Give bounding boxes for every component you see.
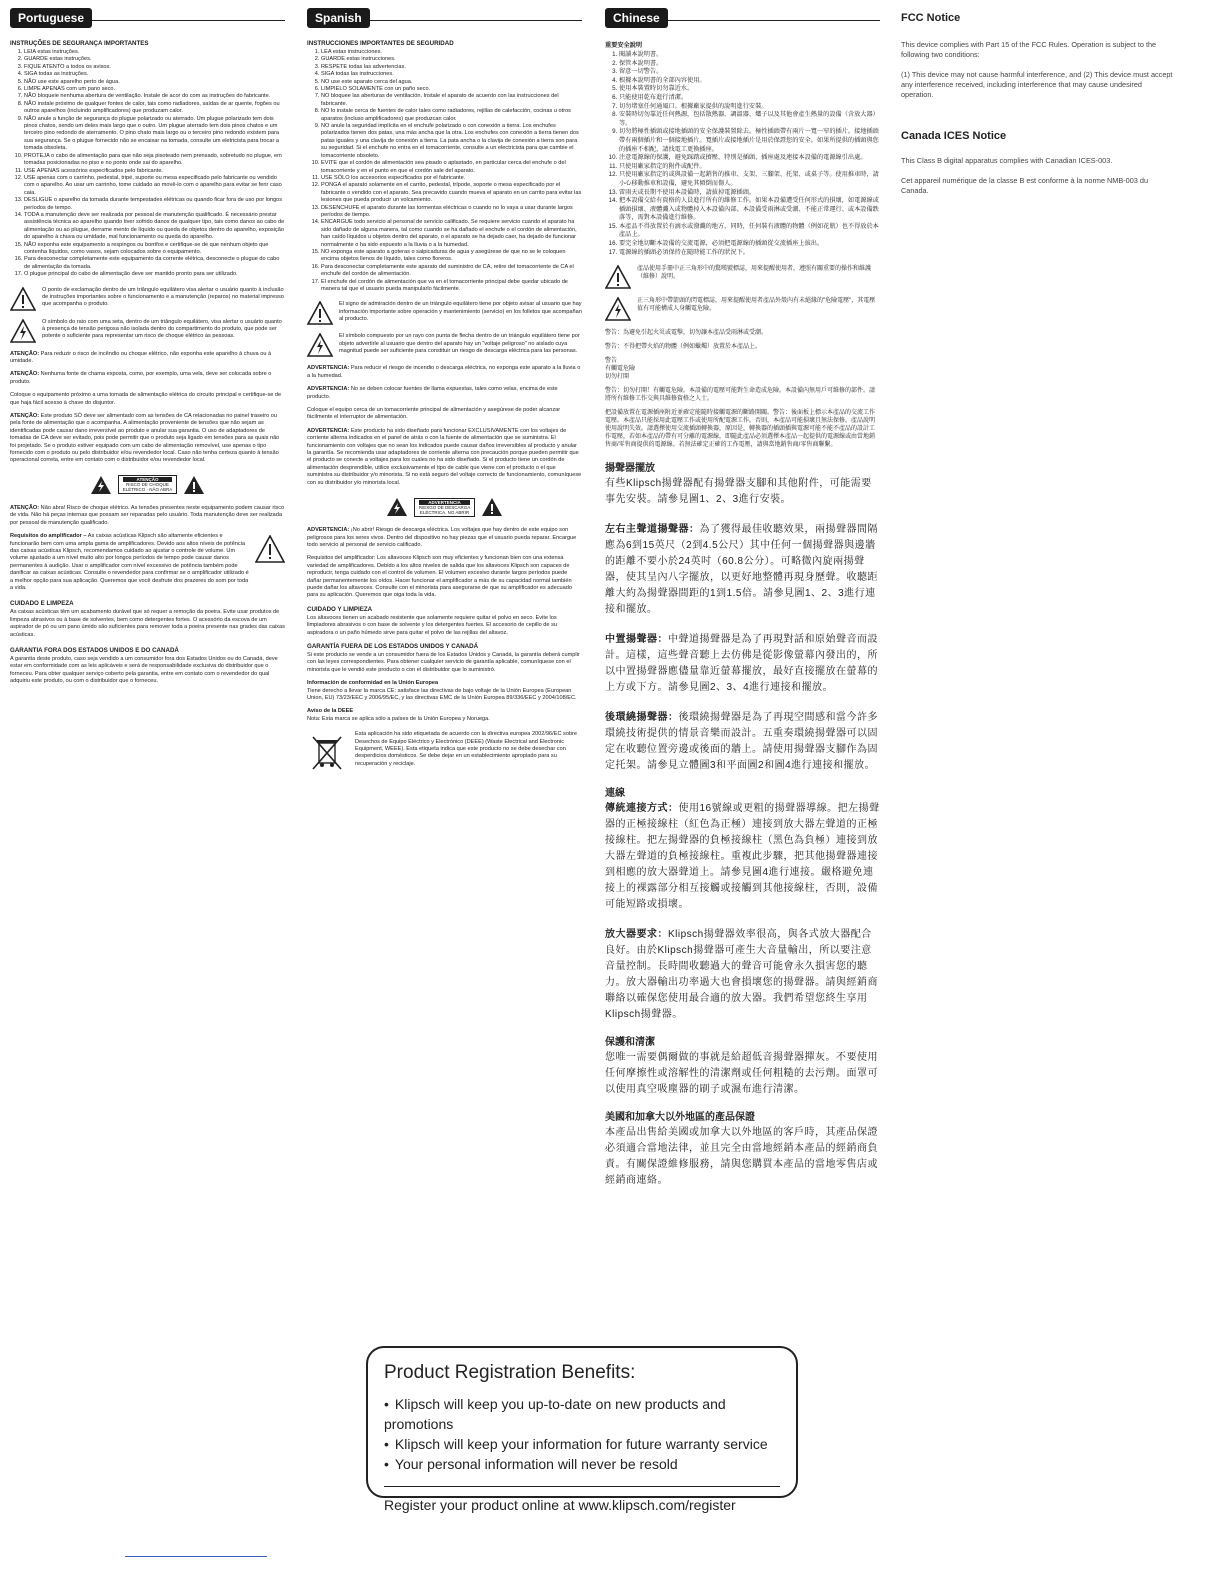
section-title: 美國和加拿大以外地區的產品保證 bbox=[605, 1112, 755, 1124]
lightning-warning bbox=[10, 319, 285, 343]
adv-voltage bbox=[307, 428, 582, 487]
list-item: 10. 注意電源線的保護，避免踩踏或擠壓，特別是插頭、插座處及連接本設備的電源線引出處。 bbox=[619, 154, 880, 163]
fcc-title: FCC Notice bbox=[901, 12, 961, 24]
list-item: 12. 只使用廠家指定的或與設備一起銷售的推車、支架、三腳架、托架、或桌子等。使用推車時，請小心移動推車和設備，避免其傾倒而傷人。 bbox=[619, 171, 880, 188]
fcc-column bbox=[901, 12, 1176, 206]
atencao-rain bbox=[10, 351, 285, 366]
list-item: • Klipsch will keep you up-to-date on new products and promotions bbox=[384, 1394, 780, 1434]
list-item: 8. NÃO instale próximo de qualquer fontes de calor, tais como radiadores, saídas de ar quente, fogões ou outros aparelhos (incluindo amplificadores) que produzam calor. bbox=[24, 101, 285, 116]
safety-list bbox=[307, 49, 582, 293]
portuguese-tab: Portuguese bbox=[10, 8, 92, 28]
list-item: 5. NÃO use este aparelho perto de água. bbox=[24, 79, 285, 86]
list-item: 16. 要完全地切斷本設備的交流電源，必須把電源線的插頭從交流插座上拔出。 bbox=[619, 240, 880, 249]
list-item: 3. 留意一切警告。 bbox=[619, 68, 880, 77]
list-item: 16. Para desconectar completamente este aparato del suministro de CA, retire del tomacorriente de CA el enchufe del cordón de alimentación. bbox=[321, 264, 582, 279]
chinese-tab: Chinese bbox=[605, 8, 668, 28]
portuguese-column bbox=[10, 8, 285, 692]
warning-text: El signo de admiración dentro de un triángulo equilátero tiene por objeto avisar al usuario que hay información importante sobre operación y mantenimiento (servicio) en los folletos que acompañan al producto. bbox=[339, 301, 582, 323]
shock-warning-badge bbox=[375, 495, 515, 519]
section-title: 連線 bbox=[605, 788, 625, 800]
list-item: • Klipsch will keep your information for future warranty service bbox=[384, 1434, 780, 1454]
list-item: 1. LEA estas instrucciones. bbox=[321, 49, 582, 56]
list-item: • Your personal information will never be resold bbox=[384, 1454, 780, 1474]
text: 中聲道揚聲器是為了再現對話和原始聲音而設計。這樣，這些聲音聽上去仿佛是從影像螢幕內發出的，所以中置揚聲器應儘量靠近螢幕擺放，最好直接擺放在螢幕的上方或下方。請參見圖2、3、4進行連接和擺放。 bbox=[605, 634, 878, 694]
badge-head: ATENÇÃO bbox=[123, 477, 173, 482]
label: ADVERTENCIA: bbox=[307, 386, 350, 393]
list-item: 4. SIGA todas las instrucciones. bbox=[321, 71, 582, 78]
badge-label bbox=[414, 498, 476, 517]
safety-title: INSTRUÇÕES DE SEGURANÇA IMPORTANTES bbox=[10, 40, 149, 47]
weee-text: Esta aplicación ha sido etiquetada de acuerdo con la directiva europea 2002/96/EC sobre Desechos de Equipo Eléctrico y Electrónico (DEEE) (Waste Electrical and Electronic Equipment, WEEE). Esta etiqueta indica que este producto no se debe desechar con desperdicios domésticos. Se debe dejar en un establecimiento apropiado para su recuperación y reciclaje. bbox=[355, 731, 578, 767]
warning-text: O símbolo do raio com uma seta, dentro de um triângulo equilátero, visa alertar o usuário quanto à presença de tensão perigosa não isolada dentro do compartimento do produto, que pode ser potente o suficiente para representar um risco de choque elétrico às pessoas. bbox=[42, 318, 282, 340]
label: 傳統連接方式： bbox=[605, 803, 679, 815]
label: ATENÇÃO: bbox=[10, 504, 40, 511]
list-item: 12. USE apenas com o carrinho, pedestal, tripé, suporte ou mesa especificado pelo fabricante ou vendido com o aparelho. Ao usar um carrinho, tome cuidado ao movê-lo com o aparelho para evitar se ferir caso caia. bbox=[24, 175, 285, 197]
warranty-title: GARANTÍA FUERA DE LOS ESTADOS UNIDOS Y CANADÁ bbox=[307, 642, 479, 650]
safety-title: INSTRUCCIONES IMPORTANTES DE SEGURIDAD bbox=[307, 40, 454, 47]
list-item: 6. LIMPE APENAS com um pano seco. bbox=[24, 86, 285, 93]
list-item: 3. RESPETE todas las advertencias. bbox=[321, 64, 582, 71]
text: No se deben colocar fuentes de llama expuestas, tales como velas, encima de este producto. bbox=[307, 386, 558, 400]
deee-text: Nota: Esta marca se aplica sólo a países de la Unión Europea y Noruega. bbox=[307, 715, 490, 722]
warning-rain: 警告：為避免引起火災或電擊，切勿讓本產品受雨淋或受潮。 bbox=[605, 330, 768, 337]
warning-text: O ponto de exclamação dentro de um triângulo equilátero visa alertar o usuário quanto à inclusão de instruções importantes sobre o funcionamento e a manutenção (reparos) no material impresso que acompanha o produto. bbox=[42, 286, 284, 308]
eu-text: Tiene derecho a llevar la marca CE: satisface las directivas de bajo voltaje de la Unión Europea (European Union, EU) 73/23/EEC y 2006/95/EC, y las directivas EMC de la Unión Europea 89/336/EEC y 2004/108/EC. bbox=[307, 687, 577, 701]
care-text: Los altavoces tienen un acabado resistente que solamente requiere quitar el polvo en seco. Evite los limpiadores abrasivos o con base de solvente y los detergentes fuertes. El accesorio de cepillo de su aspiradora o un paño húmedo sirve para quitar el polvo de las rejillas del altavoz. bbox=[307, 614, 557, 636]
registration-box bbox=[366, 1346, 798, 1513]
section-title: 揚聲器擺放 bbox=[605, 463, 655, 475]
list-item: 6. LIMPIELO SOLAMENTE con un paño seco. bbox=[321, 86, 582, 93]
list-item: 17. O plugue principal do cabo de alimentação deve ser mantido pronto para ser utilizado. bbox=[24, 271, 285, 278]
badge-line: ELÉCTRICA. NO ABRIR bbox=[419, 509, 470, 515]
badge-line: RIESGO DE DESCARGA bbox=[418, 504, 471, 510]
text: Não abra! Risco de choque elétrico. As tensões presentes neste equipamento podem causar risco de vida. Não há peças internas que possam ser reparadas pelo usuário. Toda manutenção deve ser realizada por pessoal de manutenção qualificado. bbox=[10, 504, 285, 526]
canada-text-en: This Class B digital apparatus complies with Canadian ICES-003. bbox=[901, 156, 1113, 165]
list-item: 13. DESENCHUFE el aparato durante las tormentas eléctricas o cuando no lo vaya a usar durante largos períodos de tiempo. bbox=[321, 205, 582, 220]
warning-flame: 警告：不得把帶火焰的物體（例如蠟燭）放置於本產品上。 bbox=[605, 344, 762, 351]
badge-head: ADVERTENCIA bbox=[419, 500, 471, 505]
spanish-header bbox=[307, 8, 582, 30]
list-item: 13. 雷雨天或長期不使用本設備時，請拔掉電源插頭。 bbox=[619, 189, 880, 198]
line: 警告 bbox=[605, 358, 618, 365]
list-item: 12. PONGA el aparato solamente en el carrito, pedestal, trípode, soporte o mesa especificado por el fabricante o vendido con el aparato. Sea precavido cuando mueva el aparato en un carrito para evitar las lesiones que pueda producir un volcamiento. bbox=[321, 182, 582, 204]
list-item: 6. 只能使用乾布進行清潔。 bbox=[619, 94, 880, 103]
text: Este produto SÓ deve ser alimentado com as tensões de CA relacionadas no painel traseiro ou pela fonte de alimentação que o acompanha. A alimentação proveniente de tensões que não sejam as identificadas pode causar dano irreversível ao produto e anular sua garantia. O uso de adaptadores de tomadas de CA deve ser evitado, pois pode permitir que o produto seja ligado em tensões para as quais não foi projetado. Se o produto estiver equipado com um cabo de alimentação removível, use apenas o tipo fornecido com o produto ou pelo distribuidor e/ou revendedor local. Caso não tenha certeza quanto à tensão operacional correta, entre em contato com o distribuidor e/ou revendedor local. bbox=[10, 413, 280, 464]
list-item: 14. ENCARGUE todo servicio al personal de servicio calificado. Se requiere servicio cuando el aparato ha sido dañado de alguna manera, tal como cuando se ha dañado el enchufe o el cordón de alimentación, han caído líquidos u objetos dentro del aparato, o el aparato se ha dejado caer, ha dejado de funcionar normalmente o ha sido expuesto a la lluvia o a la humedad. bbox=[321, 219, 582, 249]
warranty-text: Si este producto se vende a un consumidor fuera de los Estados Unidos y Canadá, la garantía deberá cumplir con las leyes correspondientes. Para obtener cualquier servicio de garantía aplicable, comuníquese con el minorista que le vendió este producto o con el distribuidor que lo suministró. bbox=[307, 651, 580, 673]
label: 左右主聲道揚聲器： bbox=[605, 524, 700, 536]
list-item: 17. 電源線的插頭必須保持在隨時能工作的狀況下。 bbox=[619, 249, 880, 258]
registration-benefits bbox=[384, 1394, 780, 1474]
list-item: 1. LEIA estas instruções. bbox=[24, 49, 285, 56]
care-title: CUIDADO E LIMPEZA bbox=[10, 600, 74, 608]
lightning-warning bbox=[307, 333, 582, 357]
text: As caixas acústicas Klipsch são altamente eficientes e funcionarão bem com uma ampla gama de amplificadores. Devido aos altos níveis de potência das caixas acústicas Klipsch, recomendamos cuidado ao ajustar o controle de volume. Um volume ajustado a um nível muito alto por longos períodos de tempo pode causar danos permanentes à audição. Usar o amplificador com nível excessivo de potência também pode danificar as caixas acústicas. Consulte o revendedor para confirmar se o amplificador utilizado é a melhor opção para sua aplicação. Queremos que você desfrute dos prazeres do som por toda a vida. bbox=[10, 533, 249, 591]
adv-flame bbox=[307, 386, 582, 401]
text: Este producto ha sido diseñado para funcionar EXCLUSIVAMENTE con los voltajes de corriente alterna indicados en el panel de atrás o con la fuente de alimentación que se suministra. El funcionamiento con voltajes que no sean los indicados puede causar daños irreversibles al producto y anular la garantía. Se recomienda usar adaptadores de corriente alterna con precaución porque pueden permitir que el producto se conecte a voltajes para los cuales no ha sido diseñado. Si el producto tiene un cordón de alimentación desprendible, utilice exclusivamente el tipo de cable que viene con el producto o el que suministra su distribuidor y/o minorista. Si no está seguro del voltaje correcto de funcionamiento, comuníquese con su distribuidor y/o minorista local. bbox=[307, 427, 582, 486]
exclamation-triangle-icon bbox=[481, 497, 503, 517]
eu-section bbox=[307, 680, 582, 702]
exclamation-warning bbox=[307, 301, 582, 325]
adv-rain bbox=[307, 365, 582, 380]
section-text: 本產品出售給美國或加拿大以外地區的客戶時，其產品保證必須適合當地法律，並且完全由當地經銷本產品的經銷商負責。有關保證維修服務，請與您購買本產品的當地零售店或經銷商連絡。 bbox=[605, 1127, 878, 1187]
text: Para reducir el riesgo de incendio o descarga eléctrica, no exponga este aparato a la lluvia o a la humedad. bbox=[307, 365, 581, 379]
text: 為了獲得最佳收聽效果，兩揚聲器間隔應為6到15英尺（2到4.5公尺）其中任何一個揚聲器與邊牆的距離不要小於24英吋（60.8公分）。可略微內旋兩揚聲器，使其呈內八字擺放，以更好地整體再現身歷聲。收聽距離大約為揚聲器間距的1到1.5倍。請參見圖1、2、3進行連接和擺放。 bbox=[605, 524, 878, 616]
list-item: 5. 使用本裝置時切勿靠近水。 bbox=[619, 85, 880, 94]
exclamation-triangle-icon bbox=[307, 301, 333, 325]
list-item: 9. NO anule la seguridad implícita en el enchufe polarizado o con conexión a tierra. Los enchufes polarizados tienen dos patas, una más ancha que la otra. Los enchufes con conexión a tierra tienen dos patas iguales y una clavija de conexión a tierra. La pata ancha o la clavija de conexión a tierra son para su seguridad. Si el enchufe no entra en el tomacorriente, consulte a un electricista para que cambie el tomacorriente obsoleto. bbox=[321, 123, 582, 160]
lightning-triangle-icon bbox=[605, 297, 631, 321]
chinese-large-sections bbox=[605, 459, 880, 1189]
atencao-flame bbox=[10, 371, 285, 386]
text: 使用16號線或更粗的揚聲器導線。把左揚聲器的正極接線柱（紅色為正極）連接到放大器左聲道的正極接線柱。把左揚聲器的負極接線柱（黑色為負極）連接到放大器左聲道的負極接線柱。重複此步驟，把其他揚聲器連接到相應的放大器聲道上。請參見圖4進行連接。嚴格避免連接上的裸露部分相互接觸或接觸到其他接線柱，否則，設備可能短路或損壞。 bbox=[605, 803, 880, 911]
amp-text: Requisitos del amplificador: Los altavoces Klipsch son muy eficientes y funcionan bien con una extensa variedad de amplificadores. Debido a los altos niveles de salida que los altavoces Klipsch son capaces de reproducir, tenga cuidado con el control de volumen. El volumen excesivo durante largos períodos puede dañar permanentemente los oídos. Hacer funcionar el amplificador a más de su capacidad normal también puede dañar los altavoces. Consulte con el minorista para asegurarse de que su amplificador es adecuado para su aplicación. Queremos que oiga toda la vida. bbox=[307, 555, 572, 599]
eu-title: Información de conformidad en la Unión Europea bbox=[307, 680, 439, 687]
label: 中置揚聲器： bbox=[605, 634, 668, 646]
section-text: 您唯一需要偶爾做的事就是給超低音揚聲器撣灰。不要使用任何摩擦性或溶解性的清潔劑或任何粗糙的去污劑。面罩可以使用真空吸塵器的刷子或濕布進行清潔。 bbox=[605, 1052, 878, 1096]
safety-list bbox=[10, 49, 285, 279]
list-item: 7. 切勿堵塞任何通風口。根據廠家提供的說明進行安裝。 bbox=[619, 103, 880, 112]
list-item: 16. Para desconectar completamente este equipamento da corrente elétrica, desconecte o plugue do cabo de alimentação da tomada. bbox=[24, 256, 285, 271]
list-item: 4. 根據本說明書的全部內容使用。 bbox=[619, 77, 880, 86]
badge-line: ELÉTRICO - NÃO ABRA bbox=[122, 487, 173, 493]
atencao-open bbox=[10, 505, 285, 527]
list-item: 11. USE APENAS acessórios especificados pelo fabricante. bbox=[24, 168, 285, 175]
lightning-triangle-icon bbox=[386, 497, 408, 517]
exclamation-triangle-icon bbox=[605, 265, 631, 289]
coloque-text: Coloque o equipamento próximo a uma tomada de alimentação elétrica do circuito principal e certifique-se de que haja fácil acesso à chave do disjuntor. bbox=[10, 392, 282, 406]
lightning-warning bbox=[605, 297, 880, 321]
list-item: 10. EVITE que el cordón de alimentación sea pisado o aplastado, en particular cerca del enchufe o del tomacorriente y en el punto en que el cordón sale del aparato. bbox=[321, 160, 582, 175]
atencao-voltage bbox=[10, 413, 285, 465]
warning-text: El símbolo compuesto por un rayo con punta de flecha dentro de un triángulo equilátero tiene por objeto advertirle al usuario que dentro del aparato hay un "voltaje peligroso" no aislado cuya magnitud puede ser suficiente para constituir un riesgo de descarga eléctrica para las personas. bbox=[339, 333, 580, 355]
label: Requisitos do amplificador – bbox=[10, 533, 87, 540]
safety-title: 重要安全說明 bbox=[605, 42, 643, 49]
list-item: 8. NO lo instale cerca de fuentes de calor tales como radiadores, rejillas de calefacción, cocinas u otros aparatos (incluso amplificadores) que produzcan calor. bbox=[321, 108, 582, 123]
list-item: 4. SIGA todas as instruções. bbox=[24, 71, 285, 78]
exclamation-warning bbox=[605, 265, 880, 289]
label: 放大器要求： bbox=[605, 929, 668, 941]
section-paragraph bbox=[605, 632, 880, 696]
section-text: 有些Klipsch揚聲器配有揚聲器支腳和其他附件，可能需要事先安裝。請參見圖1、2、3進行安裝。 bbox=[605, 478, 872, 506]
registration-url[interactable]: Register your product online at www.klipsch.com/register bbox=[384, 1486, 780, 1513]
list-item: 8. 安裝時切勿靠近任何熱源，包括散熱器、調溫器、爐子以及其他會產生熱量的設備（含放大器）等。 bbox=[619, 111, 880, 128]
coloque-text: Coloque el equipo cerca de un tomacorriente principal de alimentación y asegúrese de poder alcanzar fácilmente el interruptor de alimentación. bbox=[307, 407, 561, 421]
list-item: 14. TODA a manutenção deve ser realizada por pessoal de manutenção qualificado. É necessário prestar assistência técnica ao aparelho quando tiver sofrido danos de qualquer tipo, tais como danos ao cabo de alimentação ou ao plugue, derrame mento de líquido ou queda de objetos dentro do aparelho, exposição do aparelho à chuva ou umidade, mal funcionamento ou queda do aparelho. bbox=[24, 212, 285, 242]
amplifier-requirements bbox=[10, 533, 285, 592]
text: 後環繞揚聲器是為了再現空間感和當今許多環繞技術提供的情景音樂而設計。五重奏環繞揚聲器可以固定在收聽位置旁邊或後面的牆上。請使用揚聲器支腳作為固定托架。請參見立體圖3和平面圖2和圖4進行連接和擺放。 bbox=[605, 712, 878, 772]
text: Nenhuma fonte de chama exposta, como, por exemplo, uma vela, deve ser colocada sobre o produto. bbox=[10, 371, 272, 385]
badge-label bbox=[118, 475, 178, 494]
warning-shock bbox=[605, 357, 880, 381]
section-paragraph bbox=[605, 710, 880, 774]
list-item: 11. 只使用廠家指定的附件或配件。 bbox=[619, 163, 880, 172]
exclamation-triangle-icon bbox=[255, 535, 285, 563]
text: Klipsch揚聲器效率很高，與各式放大器配合良好。由於Klipsch揚聲器可產生大音量輸出，所以要注意音量控制。長時間收聽過大的聲音可能會永久損害您的聽力。放大器輸出功率過大也會損壞您的揚聲器。請與經銷商聯絡以確保您使用最合適的放大器。我們希望您終生享用Klipsch揚聲器。 bbox=[605, 929, 878, 1021]
shock-warning-badge bbox=[78, 473, 218, 497]
label: ADVERTENCIA: bbox=[307, 527, 350, 534]
amp-text bbox=[10, 533, 249, 592]
lightning-triangle-icon bbox=[307, 333, 333, 357]
canada-text-fr: Cet appareil numérique de la classe B est conforme à la norme NMB-003 du Canada. bbox=[901, 176, 1149, 195]
line: 有觸電危險 bbox=[605, 366, 636, 373]
section-paragraph bbox=[605, 801, 880, 913]
list-item: 2. GUARDE estas instrucciones. bbox=[321, 56, 582, 63]
warning-text: 正三角形中帶箭頭的閃電標誌，用來提醒使用者產品外殼內有未絕緣的"危險電壓"，其電壓值有可能構成人身觸電危險。 bbox=[637, 298, 876, 313]
label: ADVERTENCIA: bbox=[307, 427, 350, 434]
list-item: 13. DESLIGUE o aparelho da tomada durante tempestades elétricas ou quando ficar fora de uso por longos períodos de tempo. bbox=[24, 197, 285, 212]
text: Para reduzir o risco de incêndio ou choque elétrico, não exponha este aparelho à chuva ou à umidade. bbox=[10, 350, 272, 364]
footer-divider bbox=[125, 1556, 267, 1557]
list-item: 2. GUARDE estas instruções. bbox=[24, 56, 285, 63]
label: ATENÇÃO: bbox=[10, 350, 40, 357]
list-item: 14. 把本設備交給有資格的人員進行所有的維修工作。如果本設備遭受任何形式的損壞，如電源線或插頭損壞、液體濺入或物體掉入本設備內部、本設備受雨淋或受潮、不能正常運行、或本設備跌落等，需對本設備進行維修。 bbox=[619, 197, 880, 223]
spanish-column bbox=[307, 8, 582, 771]
registration-title: Product Registration Benefits: bbox=[384, 1362, 636, 1383]
badge-line: RISCO DE CHOQUE bbox=[126, 482, 169, 488]
deee-section bbox=[307, 708, 582, 723]
label: ATENÇÃO: bbox=[10, 371, 40, 378]
care-title: CUIDADO Y LIMPIEZA bbox=[307, 605, 373, 613]
list-item: 9. NÃO anule a função de segurança do plugue polarizado ou aterrado. Um plugue polarizado tem dois pinos chatos, sendo um deles mais largo que o outro. Um plugue aterrado tem dois pinos chatos e um terceiro pino redondo de aterramento. O pino chato mais largo ou o terceiro pino redondo existem para sua segurança. Se o plugue fornecido não se encaixar na tomada, consulte um eletricista para trocar a tomada obsoleta. bbox=[24, 116, 285, 153]
portuguese-header bbox=[10, 8, 285, 30]
chinese-header bbox=[605, 8, 880, 30]
list-item: 7. NÃO bloqueie nenhuma abertura de ventilação. Instale de acor do com as instruções do fabricante. bbox=[24, 93, 285, 100]
spanish-tab: Spanish bbox=[307, 8, 370, 28]
list-item: 15. 本產品不得放置於有滴水或潑濺的地方，同時，任何裝有液體的物體（例如花瓶）也不得放於本產品上。 bbox=[619, 223, 880, 240]
list-item: 2. 保管本說明書。 bbox=[619, 60, 880, 69]
warranty-text: A garantia deste produto, caso seja vendido a um consumidor fora dos Estados Unidos ou do Canadá, deve estar em conformidade com as leis aplicáveis e será de responsabilidade exclusiva do distribuidor que o forneceu. Para obter qualquer serviço coberto pela garantia, entre em contato com o revendedor do qual adquiriu este produto, ou com o distribuidor que o forneceu. bbox=[10, 655, 278, 685]
exclamation-triangle-icon bbox=[183, 475, 205, 495]
label: ADVERTENCIA: bbox=[307, 365, 350, 372]
warning-open: 警告：切勿打開！有觸電危險。本設備的電壓可能對生命造成危險。本設備內無用戶可維修的部件。請將所有維修工作交與具維修資格之人士。 bbox=[605, 388, 876, 403]
list-item: 15. NÃO exponha este equipamento a respingos ou borrifos e certifique-se de que nenhum objeto que contenha líquidos, como vasos, sejam colocados sobre o equipamento. bbox=[24, 242, 285, 257]
list-item: 5. NO use este aparato cerca del agua. bbox=[321, 79, 582, 86]
exclamation-warning bbox=[10, 287, 285, 311]
list-item: 1. 閱讀本說明書。 bbox=[619, 51, 880, 60]
exclamation-triangle-icon bbox=[10, 287, 36, 311]
label: 後環繞揚聲器： bbox=[605, 712, 679, 724]
line: 切勿打開 bbox=[605, 374, 630, 381]
care-text: As caixas acústicas têm um acabamento durável que só requer a remoção da poeira. Evite usar produtos de limpeza abrasivos ou à base de solventes, bem como detergentes fortes. O acessório da escova de um aspirador de pó ou um pano úmido são suficientes para remover toda a poeira presente nas grades das caixas acústicas. bbox=[10, 609, 285, 638]
lightning-triangle-icon bbox=[90, 475, 112, 495]
list-item: 7. NO bloquee las aberturas de ventilación. Instale el aparato de acuerdo con las instrucciones del fabricante. bbox=[321, 93, 582, 108]
weee-notice bbox=[307, 731, 582, 771]
label: ATENÇÃO: bbox=[10, 413, 40, 420]
adv-open bbox=[307, 527, 582, 549]
section-title: 保護和清潔 bbox=[605, 1037, 655, 1049]
safety-list bbox=[605, 51, 880, 257]
list-item: 9. 切勿將極性插頭或接地插頭的安全保護裝置除去。極性插頭帶有兩片一寬一窄的插片。接地插頭帶有兩個插片和一個接地插片。寬插片或接地插片是用於保證您的安全。如果所提供的插頭與您的插座不相配，請找電工更換插座。 bbox=[619, 128, 880, 154]
crossed-bin-icon bbox=[307, 731, 347, 771]
list-item: 17. El enchufe del cordón de alimentación que va en el tomacorriente principal debe quedar ubicado de manera tal que el usuario pueda manipularlo fácilmente. bbox=[321, 279, 582, 294]
list-item: 11. USE SÓLO los accesorios especificados por el fabricante. bbox=[321, 175, 582, 182]
section-paragraph bbox=[605, 927, 880, 1023]
chinese-column bbox=[605, 8, 880, 1189]
list-item: 15. NO exponga este aparato a goteras o salpicaduras de agua y asegúrese de que no se le coloquen encima objetos llenos de líquido, tales como floreros. bbox=[321, 249, 582, 264]
deee-title: Aviso de la DEEE bbox=[307, 708, 354, 715]
lightning-triangle-icon bbox=[10, 319, 36, 343]
fcc-conditions: (1) This device may not cause harmful interference, and (2) This device must accept any interference received, including interference that may cause undesired operation. bbox=[901, 70, 1173, 99]
warranty-title: GARANTIA FORA DOS ESTADOS UNIDOS E DO CANADÁ bbox=[10, 646, 179, 654]
section-paragraph bbox=[605, 522, 880, 618]
canada-title: Canada ICES Notice bbox=[901, 130, 1007, 142]
list-item: 10. PROTEJA o cabo de alimentação para que não seja pisoteado nem prensado, sobretudo no plugue, em tomadas posicionadas no piso e no ponto onde sai do aparelho. bbox=[24, 153, 285, 168]
voltage-note: 把設備放置在電源插座附近並確定能隨時接觸電源的斷路開關。警告：後面板上標示本產品的交流工作電壓。本產品只能採用此電壓工作或使用所配電源工作。否則，本產品可能損壞且無法保修。產品說明使用說明失效。請選擇使用交流插頭轉換器，原因是，轉換器的插頭插與電源可能不能不產品的設計工作電壓，若如本產品的帶有可分離的電源線，即隨此產品必須選擇本產品一起提供的電源線或由當地銷售商/零售商提供的電源線。若無法確定正確的工作電壓，請與當地銷售商/零售商聯繫。 bbox=[605, 410, 876, 449]
list-item: 3. FIQUE ATENTO a todos os avisos. bbox=[24, 64, 285, 71]
warning-text: 產品使用手冊中正三角形中的驚嘆號標誌，用來提醒使用者，遵照有關重要的操作和維護（維修）說明。 bbox=[637, 266, 872, 281]
fcc-text: This device complies with Part 15 of the FCC Rules. Operation is subject to the following two conditions: bbox=[901, 40, 1157, 59]
text: ¡No abrir! Riesgo de descarga eléctrica. Los voltajes que hay dentro de este equipo son peligrosos para los seres vivos. Dentro del dispositivo no hay piezas que el usuario pueda reparar. Encargue todo servicio al personal de servicio calificado. bbox=[307, 527, 577, 548]
